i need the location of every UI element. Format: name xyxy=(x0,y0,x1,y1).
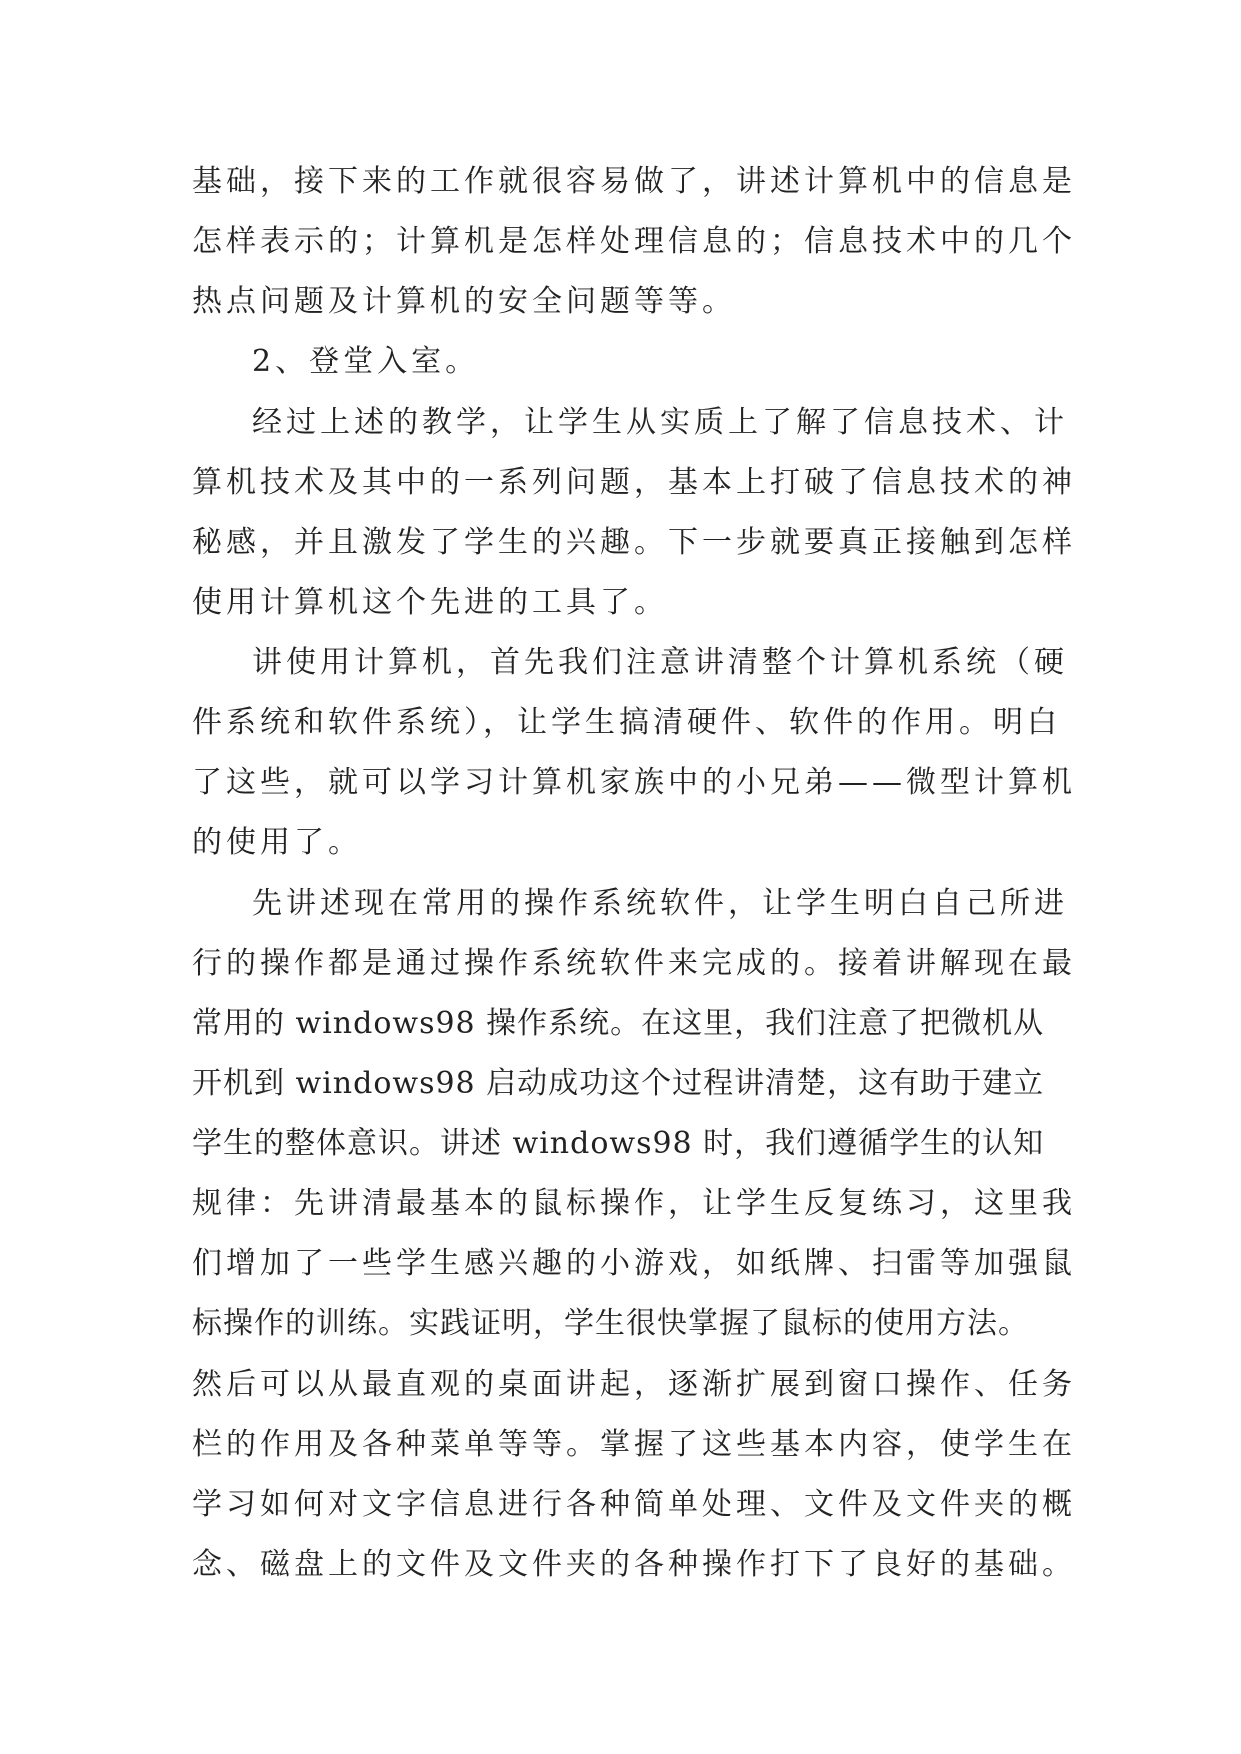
text-line: 栏的作用及各种菜单等等。掌握了这些基本内容，使学生在 xyxy=(192,1427,1076,1462)
text-line: 使用计算机这个先进的工具了。 xyxy=(192,585,668,620)
text-line: 怎样表示的；计算机是怎样处理信息的；信息技术中的几个 xyxy=(192,224,1076,259)
text-line: 规律：先讲清最基本的鼠标操作，让学生反复练习，这里我 xyxy=(192,1186,1076,1221)
text-line: 开机到 windows98 启动成功这个过程讲清楚，这有助于建立 xyxy=(192,1066,1045,1101)
text-line: 标操作的训练。实践证明，学生很快掌握了鼠标的使用方法。 xyxy=(192,1306,1029,1341)
section-heading: 2、登堂入室。 xyxy=(252,344,480,379)
text-line: 学习如何对文字信息进行各种简单处理、文件及文件夹的概 xyxy=(192,1487,1076,1522)
text-line: 学生的整体意识。讲述 windows98 时，我们遵循学生的认知 xyxy=(192,1126,1045,1161)
text-line: 念、磁盘上的文件及文件夹的各种操作打下了良好的基础。 xyxy=(192,1547,1076,1582)
text-line: 秘感，并且激发了学生的兴趣。下一步就要真正接触到怎样 xyxy=(192,525,1076,560)
text-line: 先讲述现在常用的操作系统软件，让学生明白自己所进 xyxy=(252,886,1068,921)
text-line: 的使用了。 xyxy=(192,825,362,860)
text-line: 行的操作都是通过操作系统软件来完成的。接着讲解现在最 xyxy=(192,946,1076,981)
text-line: 件系统和软件系统），让学生搞清硬件、软件的作用。明白 xyxy=(192,705,1061,740)
text-line: 们增加了一些学生感兴趣的小游戏，如纸牌、扫雷等加强鼠 xyxy=(192,1246,1076,1281)
text-line: 常用的 windows98 操作系统。在这里，我们注意了把微机从 xyxy=(192,1006,1045,1041)
text-line: 经过上述的教学，让学生从实质上了解了信息技术、计 xyxy=(252,405,1068,440)
text-line: 了这些，就可以学习计算机家族中的小兄弟——微型计算机 xyxy=(192,765,1076,800)
text-line: 热点问题及计算机的安全问题等等。 xyxy=(192,284,736,319)
text-line: 讲使用计算机，首先我们注意讲清整个计算机系统（硬 xyxy=(252,645,1068,680)
text-line: 算机技术及其中的一系列问题，基本上打破了信息技术的神 xyxy=(192,465,1076,500)
text-line: 然后可以从最直观的桌面讲起，逐渐扩展到窗口操作、任务 xyxy=(192,1367,1076,1402)
text-line: 基础，接下来的工作就很容易做了，讲述计算机中的信息是 xyxy=(192,164,1076,199)
